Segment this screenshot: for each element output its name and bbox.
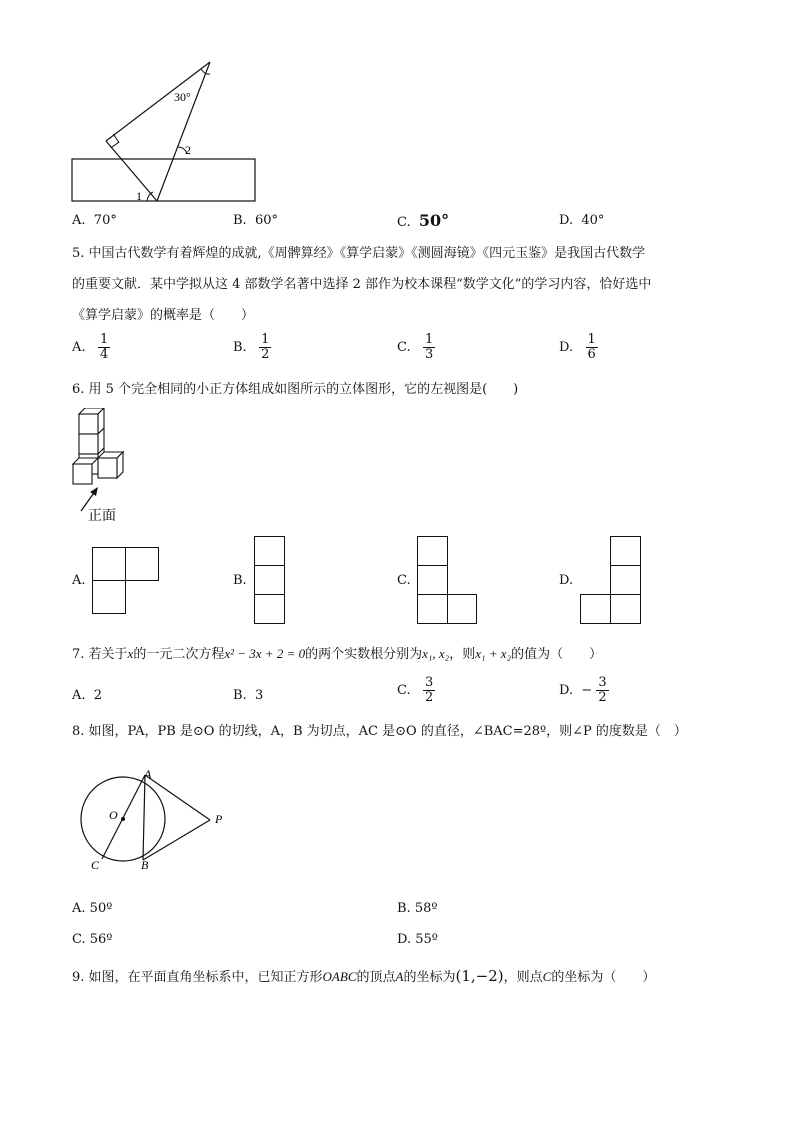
q6-option-d-view bbox=[580, 536, 642, 626]
q4-option-c[interactable]: C. 50° bbox=[397, 211, 450, 230]
q5-option-b[interactable]: B. $\frac{1}{2}$ bbox=[233, 332, 270, 362]
q5-option-c[interactable]: C. $\frac{1}{3}$ bbox=[397, 332, 434, 362]
q5-option-d[interactable]: D. $\frac{1}{6}$ bbox=[559, 332, 596, 362]
point-c-label: C bbox=[91, 858, 100, 872]
fraction: $\frac{1}{3}$ bbox=[425, 332, 434, 362]
fraction: $\frac{1}{4}$ bbox=[99, 332, 109, 362]
q8-option-c[interactable]: C. 56º bbox=[72, 932, 113, 947]
q4-option-d[interactable]: D. 40° bbox=[559, 213, 605, 228]
fraction: $\frac{3}{2}$ bbox=[425, 675, 434, 705]
q7-stem: 7. 若关于x的一元二次方程x² − 3x + 2 = 0的两个实数根分别为x₁, x₂，则x₁ + x₂的值为（ ） bbox=[72, 646, 603, 662]
q5-stem-line1: 5. 中国古代数学有着辉煌的成就,《周髀算经》《算学启蒙》《测圆海镜》《四元玉鉴》是我国古代数学 bbox=[72, 246, 646, 261]
fraction: $\frac{3}{2}$ bbox=[598, 675, 607, 705]
q8-circle-tangent-figure bbox=[70, 765, 240, 877]
q7-option-c[interactable]: C. $\frac{3}{2}$ bbox=[397, 675, 434, 705]
q6-option-c[interactable]: C. bbox=[397, 573, 411, 588]
q5-stem-line2: 的重要文献．某中学拟从这 4 部数学名著中选择 2 部作为校本课程“数学文化”的学习内容，恰好选中 bbox=[72, 277, 652, 292]
angle-30-label: 30° bbox=[174, 90, 191, 104]
fraction: $\frac{1}{6}$ bbox=[587, 332, 596, 362]
angle-1-label: 1 bbox=[136, 189, 142, 203]
q4-triangle-ruler-figure bbox=[60, 55, 280, 210]
q5-stem-line3: 《算学启蒙》的概率是（ ） bbox=[72, 308, 255, 323]
q8-option-d[interactable]: D. 55º bbox=[397, 932, 438, 947]
q6-cubes-figure bbox=[68, 408, 138, 523]
point-p-label: P bbox=[215, 812, 223, 826]
q6-option-d[interactable]: D. bbox=[559, 573, 574, 588]
q6-option-b-view bbox=[254, 536, 286, 626]
fraction: $\frac{1}{2}$ bbox=[261, 332, 270, 362]
q4-option-b[interactable]: B. 60° bbox=[233, 213, 278, 228]
q9-stem: 9. 如图，在平面直角坐标系中，已知正方形OABC的顶点A的坐标为(1,−2)，则点C的坐标为（ ） bbox=[72, 967, 656, 985]
point-o-label: O bbox=[109, 808, 118, 822]
q6-option-c-view bbox=[417, 536, 479, 626]
q4-option-a[interactable]: A. 70° bbox=[72, 213, 117, 228]
point-a-label: A bbox=[144, 767, 152, 781]
q7-option-a[interactable]: A. 2 bbox=[72, 688, 103, 703]
point-b-label: B bbox=[141, 858, 149, 872]
q7-option-b[interactable]: B. 3 bbox=[233, 688, 264, 703]
q6-option-a-view bbox=[92, 547, 160, 615]
q8-stem: 8. 如图，PA，PB 是⊙O 的切线，A，B 为切点，AC 是⊙O 的直径，∠BAC=28º，则∠P 的度数是（ ） bbox=[72, 724, 687, 739]
q6-option-a[interactable]: A. bbox=[72, 573, 86, 588]
q6-option-b[interactable]: B. bbox=[233, 573, 247, 588]
q6-stem: 6. 用 5 个完全相同的小正方体组成如图所示的立体图形，它的左视图是( ) bbox=[72, 382, 519, 397]
q8-option-a[interactable]: A. 50º bbox=[72, 901, 113, 916]
ruler-rectangle bbox=[72, 159, 255, 201]
q8-option-b[interactable]: B. 58º bbox=[397, 901, 438, 916]
angle-2-label: 2 bbox=[185, 143, 191, 157]
q5-option-a[interactable]: A. $\frac{1}{4}$ bbox=[72, 332, 109, 362]
q7-option-d[interactable]: D. − $\frac{3}{2}$ bbox=[559, 675, 607, 705]
front-view-label: 正面 bbox=[88, 508, 116, 523]
